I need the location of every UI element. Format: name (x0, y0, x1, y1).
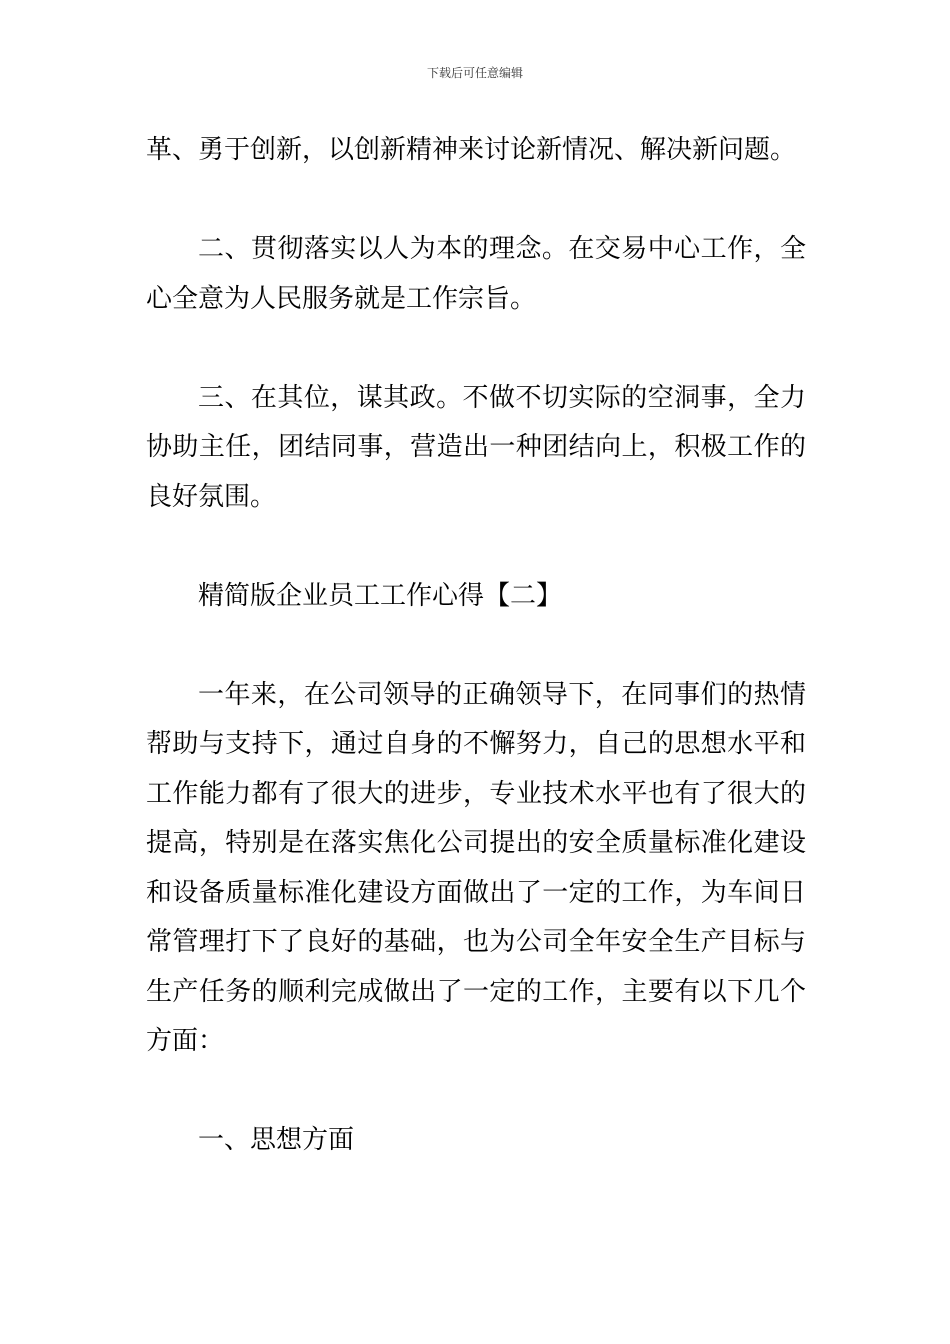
paragraph-intro: 一年来，在公司领导的正确领导下，在同事们的热情帮助与支持下，通过自身的不懈努力，自己的思想水平和工作能力都有了很大的进步，专业技术水平也有了很大的提高，特别是在落实焦化公司提出的安全质量标准化建设和设备质量标准化建设方面做出了一定的工作，为车间日常管理打下了良好的基础，也为公司全年安全生产目标与生产任务的顺利完成做出了一定的工作，主要有以下几个方面： (146, 679, 806, 1056)
paragraph-gap (146, 324, 806, 374)
paragraph-continuation: 革、勇于创新，以创新精神来讨论新情况、解决新问题。 (146, 135, 797, 165)
paragraph-gap (146, 621, 806, 671)
section-heading: 精简版企业员工工作心得【二】 (198, 580, 563, 611)
paragraph-gap (146, 176, 806, 226)
document-body (146, 126, 806, 1166)
paragraph-point-two: 二、贯彻落实以人为本的理念。在交易中心工作，全心全意为人民服务就是工作宗旨。 (146, 234, 806, 314)
paragraph-gap (146, 1067, 806, 1117)
page-header: 下载后可任意编辑 (426, 66, 523, 80)
paragraph-gap (146, 522, 806, 572)
subsection-heading: 一、思想方面 (198, 1125, 355, 1155)
paragraph-point-three: 三、在其位，谋其政。不做不切实际的空洞事，全力协助主任，团结同事，营造出一种团结向上，积极工作的良好氛围。 (146, 382, 806, 512)
